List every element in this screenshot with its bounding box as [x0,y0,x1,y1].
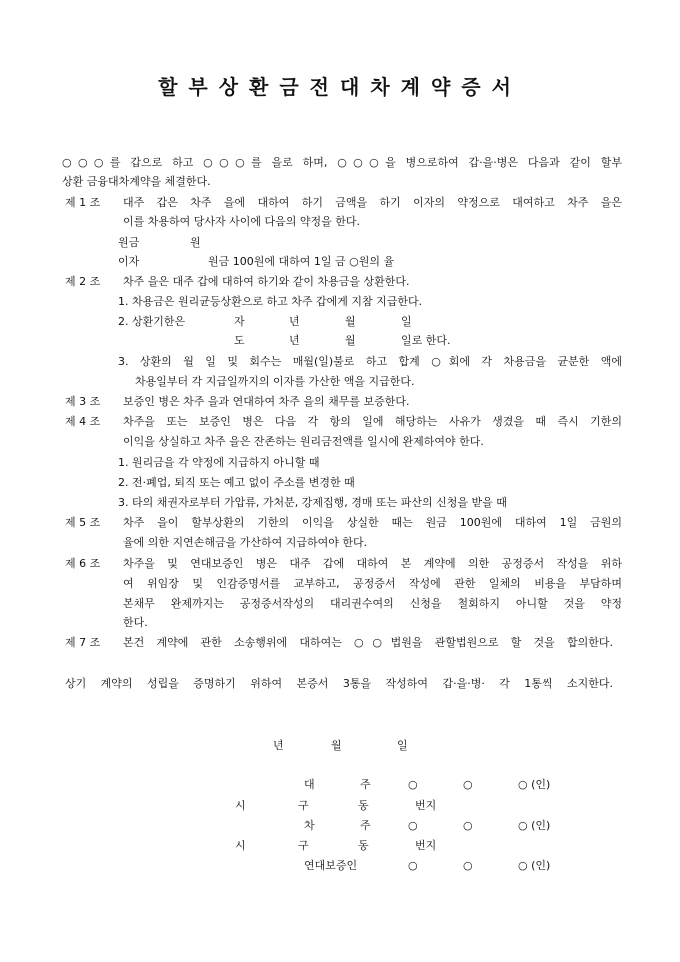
article-1-line-1: 대주 갑은 차주 을에 대하여 하기 금액을 하기 이자의 약정으로 대여하고 차주 을은 [123,196,622,209]
borrower-mark-2: ○ [463,819,473,832]
guarantor-mark-2: ○ [463,859,473,872]
guarantor-mark-1: ○ [408,859,418,872]
borrower-seal: ○ (인) [518,819,551,832]
article-4-line-1: 차주을 또는 보증인 병은 다음 각 항의 일에 해당하는 사유가 생겼을 때 즉시 기한의 [123,415,622,428]
article-6-line-2: 여 위임장 및 인감증명서를 교부하고, 공정증서 작성에 관한 일체의 비용을 부담하며 [123,577,622,590]
address-1-dong: 동 [358,799,369,812]
article-3-text: 보증인 병은 차주 을과 연대하여 차주 을의 채무를 보증한다. [123,395,410,408]
article-5-label: 제 5 조 [65,516,101,529]
guarantor-label: 연대보증인 [304,859,358,872]
intro-line-1: ○○○를 갑으로 하고 ○○○를 을로 하며, ○○○을 병으로하여 갑·을·병은 다음과 같이 할부 [62,156,622,169]
lender-mark-2: ○ [463,778,473,791]
borrower-label-1: 차 [304,819,315,832]
article-2-text: 차주 을은 대주 갑에 대하여 하기와 같이 차용금을 상환한다. [123,275,410,288]
date-year: 년 [273,739,284,752]
article-2-item-1: 1. 차용금은 원리균등상환으로 하고 차주 갑에게 지참 지급한다. [118,295,423,308]
article-3-label: 제 3 조 [65,395,101,408]
term-to-month: 월 [345,334,356,347]
article-1-label: 제 1 조 [65,196,101,209]
address-2-dong: 동 [358,839,369,852]
article-6-line-3: 본채무 완제까지는 공정증서작성의 대리권수여의 신청을 철회하지 아니할 것을 약정 [123,597,622,610]
term-to-year: 년 [289,334,300,347]
article-4-item-1: 1. 원리금을 각 약정에 지급하지 아니할 때 [118,456,320,469]
borrower-mark-1: ○ [408,819,418,832]
address-1-district: 구 [298,799,309,812]
closing-statement: 상기 계약의 성립을 증명하기 위하여 본증서 3통을 작성하여 갑·을·병· 각 1통씩 소지한다. [65,677,613,690]
article-7-label: 제 7 조 [65,636,101,649]
article-6-label: 제 6 조 [65,557,101,570]
lender-label-1: 대 [304,778,315,791]
article-6-line-1: 차주을 및 연대보증인 병은 대주 갑에 대하여 본 계약에 의한 공정증서 작성을 위하 [123,557,622,570]
article-4-item-2: 2. 전·폐업, 퇴직 또는 예고 없이 주소를 변경한 때 [118,476,355,489]
article-1-line-2: 이를 차용하여 당사자 사이에 다음의 약정을 한다. [123,215,360,228]
term-from-ja: 자 [234,315,245,328]
term-from-year: 년 [289,315,300,328]
article-4-label: 제 4 조 [65,415,101,428]
article-2-item-3-line-2: 차용일부터 각 지급일까지의 이자를 가산한 액을 지급한다. [135,375,415,388]
principal-label: 원금 [118,236,140,249]
article-6-line-4: 한다. [123,616,148,629]
address-2-lot: 번지 [415,839,437,852]
address-1-city: 시 [235,799,246,812]
intro-line-2: 상환 금융대차계약을 체결한다. [62,175,211,188]
borrower-label-2: 주 [360,819,371,832]
document-title: 할부상환금전대차계약증서 [158,75,522,99]
address-2-city: 시 [235,839,246,852]
term-to-day: 일로 한다. [401,334,451,347]
guarantor-seal: ○ (인) [518,859,551,872]
article-7-text: 본건 계약에 관한 소송행위에 대하여는 ○○법원을 관할법원으로 할 것을 합의한다. [123,636,613,649]
article-2-label: 제 2 조 [65,275,101,288]
address-1-lot: 번지 [415,799,437,812]
lender-mark-1: ○ [408,778,418,791]
interest-label: 이자 [118,255,140,268]
principal-unit: 원 [190,236,201,249]
lender-seal: ○ (인) [518,778,551,791]
article-4-item-3: 3. 타의 채권자로부터 가압류, 가처분, 강제집행, 경매 또는 파산의 신청을 받을 때 [118,496,507,509]
term-to-do: 도 [234,334,245,347]
article-4-line-2: 이익을 상실하고 차주 을은 잔존하는 원리금전액를 일시에 완제하여야 한다. [123,435,484,448]
article-2-item-2-label: 2. 상환기한은 [118,315,186,328]
address-2-district: 구 [298,839,309,852]
term-from-month: 월 [345,315,356,328]
date-day: 일 [397,739,408,752]
date-month: 월 [331,739,342,752]
article-5-line-1: 차주 을이 할부상환의 기한의 이익을 상실한 때는 원금 100원에 대하여 1일 금원의 [123,516,622,529]
article-5-line-2: 율에 의한 지연손해금을 가산하여 지급하여야 한다. [123,536,368,549]
lender-label-2: 주 [360,778,371,791]
interest-text: 원금 100원에 대하여 1일 금 ○원의 율 [208,255,395,268]
term-from-day: 일 [401,315,412,328]
article-2-item-3-line-1: 3. 상환의 월 일 및 회수는 매월(일)불로 하고 합계 ○회에 각 차용금을 균분한 액에 [118,355,622,368]
